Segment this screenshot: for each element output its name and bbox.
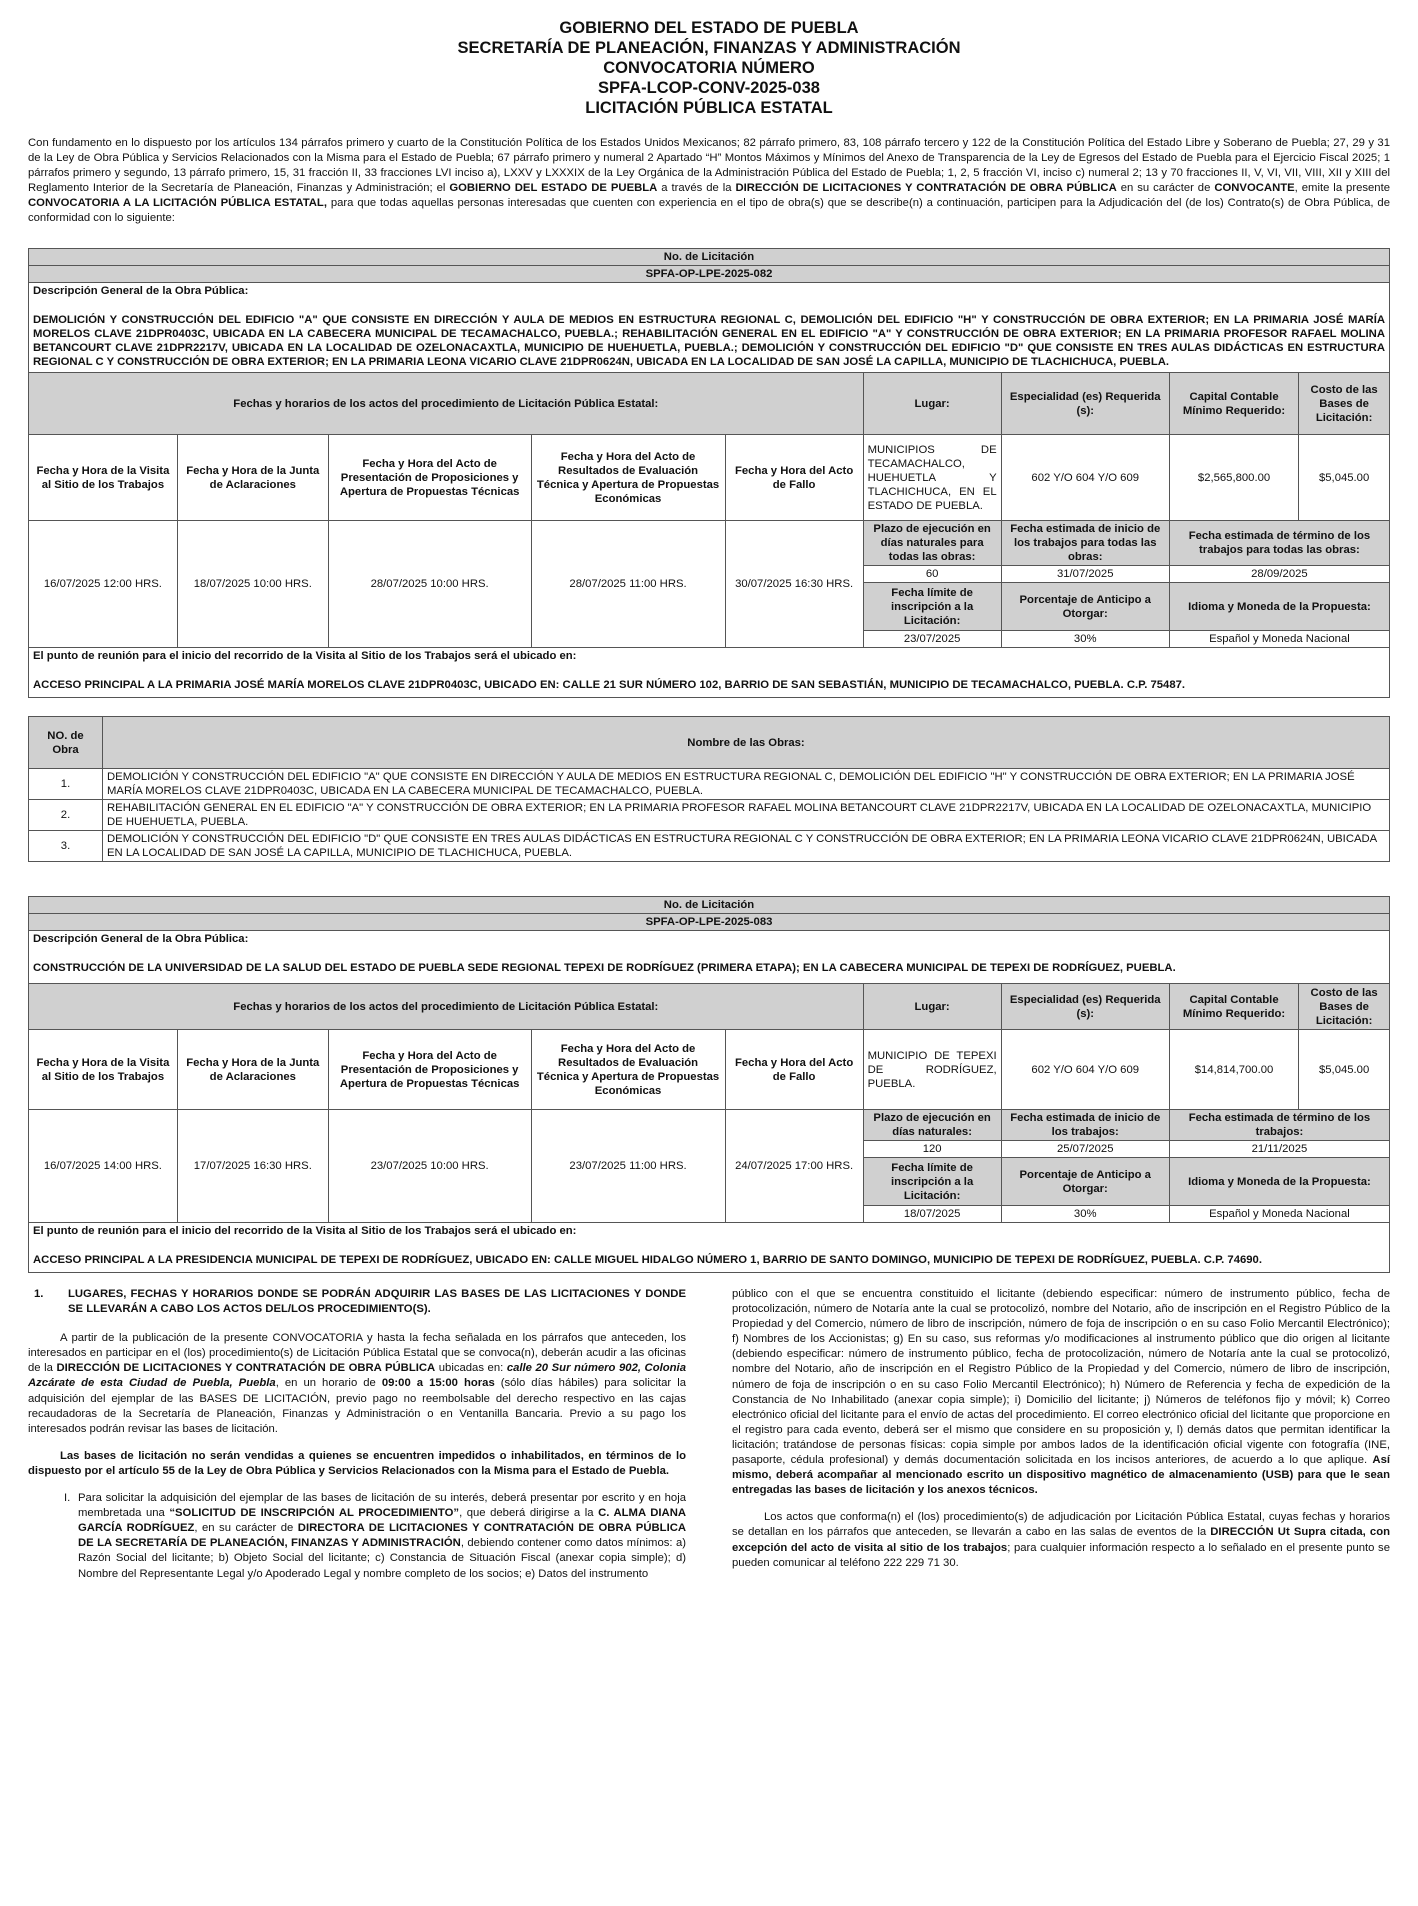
licitacion-number: SPFA-OP-LPE-2025-083 bbox=[29, 914, 1390, 931]
termino-label: Fecha estimada de término de los trabajos para todas las obras: bbox=[1169, 521, 1389, 566]
obra-number: 3. bbox=[29, 831, 103, 862]
obra-row bbox=[29, 769, 1390, 800]
capital-label: Capital Contable Mínimo Requerido: bbox=[1169, 984, 1298, 1030]
paragraph-text: ubicadas en: bbox=[435, 1362, 507, 1375]
limite-label: Fecha límite de inscripción a la Licitación: bbox=[863, 1158, 1001, 1206]
intro-bold: CONVOCANTE bbox=[1214, 182, 1295, 194]
plazo-value: 60 bbox=[863, 566, 1001, 583]
especialidad-value: 602 Y/O 604 Y/O 609 bbox=[1001, 435, 1169, 521]
intro-bold: DIRECCIÓN DE LICITACIONES Y CONTRATACIÓN DE OBRA PÚBLICA bbox=[735, 182, 1117, 194]
resultados-value: 23/07/2025 11:00 HRS. bbox=[531, 1110, 725, 1223]
intro-text: a través de la bbox=[657, 182, 736, 194]
fallo-value: 30/07/2025 16:30 HRS. bbox=[725, 521, 863, 648]
especialidad-label: Especialidad (es) Requerida (s): bbox=[1001, 984, 1169, 1030]
item-part: , en su carácter de bbox=[194, 1522, 298, 1535]
intro-text: para que todas aquellas personas interesadas que cuenten con experiencia en el tipo de obra(s) que se describe(n) a continuación, participen para la Adjudicación del (de los) Contrato(s) de Obra Pública, de conformidad con lo siguiente: bbox=[28, 197, 1390, 224]
descripcion-label: Descripción General de la Obra Pública: bbox=[29, 283, 1390, 300]
lugar-value: MUNICIPIO DE TEPEXI DE RODRÍGUEZ, PUEBLA. bbox=[863, 1030, 1001, 1110]
idioma-label: Idioma y Moneda de la Propuesta: bbox=[1169, 583, 1389, 631]
resultados-label: Fecha y Hora del Acto de Resultados de Evaluación Técnica y Apertura de Propuestas Económicas bbox=[531, 435, 725, 521]
costo-label: Costo de las Bases de Licitación: bbox=[1299, 984, 1390, 1030]
descripcion-text: CONSTRUCCIÓN DE LA UNIVERSIDAD DE LA SALUD DEL ESTADO DE PUEBLA SEDE REGIONAL TEPEXI DE RODRÍGUEZ (PRIMERA ETAPA); EN LA CABECERA MUNICIPAL DE TEPEXI DE RODRÍGUEZ, PUEBLA. bbox=[29, 947, 1390, 984]
section-paragraph bbox=[732, 1287, 1390, 1498]
plazo-value: 120 bbox=[863, 1141, 1001, 1158]
fallo-label: Fecha y Hora del Acto de Fallo bbox=[725, 435, 863, 521]
obra-name: DEMOLICIÓN Y CONSTRUCCIÓN DEL EDIFICIO "A" QUE CONSISTE EN DIRECCIÓN Y AULA DE MEDIOS EN ESTRUCTURA REGIONAL C, DEMOLICIÓN DEL EDIFICIO "H" Y CONSTRUCCIÓN DE OBRA EXTERIOR; EN LA PRIMARIA JOSÉ MARÍA MORELOS CLAVE 21DPR0403C, UBICADA EN LA CABECERA MUNICIPAL DE TECAMACHALCO, PUEBLA. bbox=[103, 769, 1390, 800]
inicio-value: 25/07/2025 bbox=[1001, 1141, 1169, 1158]
item-bold: “SOLICITUD DE INSCRIPCIÓN AL PROCEDIMIENTO” bbox=[169, 1507, 460, 1520]
fechas-actos-label: Fechas y horarios de los actos del procedimiento de Licitación Pública Estatal: bbox=[29, 373, 864, 435]
paragraph-text: Los actos que conforma(n) el (los) procedimiento(s) de adjudicación por Licitación Pública Estatal, cuyas fechas y horarios se detallan en los párrafos que anteceden, se llevarán a cabo en las salas de eventos de la bbox=[732, 1511, 1390, 1539]
presentacion-value: 28/07/2025 10:00 HRS. bbox=[328, 521, 531, 648]
idioma-value: Español y Moneda Nacional bbox=[1169, 631, 1389, 648]
fallo-value: 24/07/2025 17:00 HRS. bbox=[725, 1110, 863, 1223]
paragraph-text: A partir de la publicación de la presente CONVOCATORIA y hasta la fecha señalada en los párrafos que anteceden, los interesados en participar en el (los) procedimiento(s) de Licitación Pública Estatal que se convoca(n), deberán acudir a las oficinas de la bbox=[28, 1332, 686, 1375]
inicio-label: Fecha estimada de inicio de los trabajos: bbox=[1001, 1110, 1169, 1141]
section-1 bbox=[28, 1287, 1390, 1583]
section-notice: Las bases de licitación no serán vendidas a quienes se encuentren impedidos o inhabilitados, en términos de lo dispuesto por el artículo 55 de la Ley de Obra Pública y Servicios Relacionados con la Misma para el Estado de Puebla. bbox=[28, 1449, 686, 1477]
section-paragraph bbox=[28, 1331, 686, 1437]
paragraph-bold: 09:00 a 15:00 horas bbox=[381, 1377, 495, 1390]
item-bold: DIRECTORA DE LICITACIONES Y CONTRATACIÓN DE OBRA PÚBLICA DE LA SECRETARÍA DE PLANEACIÓN, FINANZAS Y ADMINISTRACIÓN bbox=[78, 1522, 687, 1550]
section-title: LUGARES, FECHAS Y HORARIOS DONDE SE PODRÁN ADQUIRIR LAS BASES DE LAS LICITACIONES Y DONDE SE LLEVARÁN A CABO LOS ACTOS DEL/LOS PROCEDIMIENTO(S). bbox=[68, 1288, 686, 1316]
item-number: I. bbox=[64, 1492, 71, 1505]
document-header bbox=[28, 18, 1390, 118]
costo-value: $5,045.00 bbox=[1299, 1030, 1390, 1110]
obras-table bbox=[28, 716, 1390, 862]
idioma-value: Español y Moneda Nacional bbox=[1169, 1206, 1389, 1223]
paragraph-bold: DIRECCIÓN Ut Supra citada, con excepción del acto de visita al sitio de los trabajos bbox=[732, 1526, 1390, 1554]
anticipo-label: Porcentaje de Anticipo a Otorgar: bbox=[1001, 1158, 1169, 1206]
plazo-label: Plazo de ejecución en días naturales: bbox=[863, 1110, 1001, 1141]
capital-value: $2,565,800.00 bbox=[1169, 435, 1298, 521]
visita-label: Fecha y Hora de la Visita al Sitio de los Trabajos bbox=[29, 435, 178, 521]
punto-reunion-value: ACCESO PRINCIPAL A LA PRESIDENCIA MUNICIPAL DE TEPEXI DE RODRÍGUEZ, UBICADO EN: CALLE MIGUEL HIDALGO NÚMERO 1, BARRIO DE SANTO DOMINGO, MUNICIPIO DE TEPEXI DE RODRÍGUEZ, PUEBLA. C.P. 74690. bbox=[29, 1239, 1390, 1273]
termino-label: Fecha estimada de término de los trabajos: bbox=[1169, 1110, 1389, 1141]
presentacion-label: Fecha y Hora del Acto de Presentación de Proposiciones y Apertura de Propuestas Técnicas bbox=[328, 435, 531, 521]
paragraph-bold-italic: calle 20 Sur número 902, Colonia Azcárate de esta Ciudad de Puebla, Puebla bbox=[28, 1362, 686, 1390]
anticipo-value: 30% bbox=[1001, 1206, 1169, 1223]
anticipo-label: Porcentaje de Anticipo a Otorgar: bbox=[1001, 583, 1169, 631]
especialidad-label: Especialidad (es) Requerida (s): bbox=[1001, 373, 1169, 435]
limite-value: 23/07/2025 bbox=[863, 631, 1001, 648]
inicio-value: 31/07/2025 bbox=[1001, 566, 1169, 583]
obra-number: 1. bbox=[29, 769, 103, 800]
punto-reunion-label: El punto de reunión para el inicio del recorrido de la Visita al Sitio de los Trabajos será el ubicado en: bbox=[29, 648, 1390, 665]
intro-bold: GOBIERNO DEL ESTADO DE PUEBLA bbox=[449, 182, 658, 194]
obra-number: 2. bbox=[29, 800, 103, 831]
visita-value: 16/07/2025 12:00 HRS. bbox=[29, 521, 178, 648]
licitacion-table-2 bbox=[28, 896, 1390, 1273]
junta-label: Fecha y Hora de la Junta de Aclaraciones bbox=[177, 435, 328, 521]
header-government: GOBIERNO DEL ESTADO DE PUEBLA bbox=[559, 19, 859, 37]
paragraph-text: , en un horario de bbox=[275, 1377, 382, 1390]
limite-label: Fecha límite de inscripción a la Licitación: bbox=[863, 583, 1001, 631]
fallo-label: Fecha y Hora del Acto de Fallo bbox=[725, 1030, 863, 1110]
paragraph-bold: Así mismo, deberá acompañar al mencionado escrito un dispositivo magnético de almacenamiento (USB) para que le sean entregadas las bases de licitación y los anexos técnicos. bbox=[732, 1454, 1390, 1497]
costo-value: $5,045.00 bbox=[1299, 435, 1390, 521]
intro-text: , emite la presente bbox=[1294, 182, 1390, 194]
limite-value: 18/07/2025 bbox=[863, 1206, 1001, 1223]
section-heading bbox=[28, 1287, 686, 1317]
anticipo-value: 30% bbox=[1001, 631, 1169, 648]
header-convocatoria-number: SPFA-LCOP-CONV-2025-038 bbox=[598, 79, 820, 97]
paragraph-text: (sólo días hábiles) para solicitar la adquisición del ejemplar de las BASES DE LICITACIÓN, previo pago no reembolsable del derecho respectivo en las cajas recaudadoras de la Secretaría de Planeación, Finanzas y Administración o en Ventanilla Bancaria. Previo a su pago los interesados podrán revisar las bases de licitación. bbox=[28, 1377, 686, 1435]
intro-paragraph bbox=[28, 136, 1390, 226]
obra-row bbox=[29, 800, 1390, 831]
header-licitacion-type: LICITACIÓN PÚBLICA ESTATAL bbox=[585, 99, 833, 117]
obra-row bbox=[29, 831, 1390, 862]
item-text bbox=[78, 1491, 686, 1582]
licitacion-number: SPFA-OP-LPE-2025-082 bbox=[29, 266, 1390, 283]
item-part: Para solicitar la adquisición del ejemplar de las bases de licitación de su interés, deberá presentar por escrito y en hoja membretada una bbox=[78, 1492, 686, 1520]
item-part: , debiendo contener como datos mínimos: a) Razón Social del licitante; b) Objeto Social del licitante; c) Constancia de Situación Fiscal (anexar copia simple); d) Nombre del Representante Legal y/o Apoderado Legal y nombre completo de los socios; e) Datos del instrumento bbox=[78, 1537, 686, 1580]
no-licitacion-label: No. de Licitación bbox=[29, 249, 1390, 266]
costo-label: Costo de las Bases de Licitación: bbox=[1299, 373, 1390, 435]
lugar-label: Lugar: bbox=[863, 984, 1001, 1030]
idioma-label: Idioma y Moneda de la Propuesta: bbox=[1169, 1158, 1389, 1206]
paragraph-text: público con el que se encuentra constituido el licitante (debiendo especificar: número de instrumento público, fecha de protocolización, número de Notaría ante la cual se protocolizó, nombre del Notario, año de inscripción en el Registro Público de la Propiedad y del Comercio, número de libro de inscripción, número de foja de inscripción o en su caso Folio Mercantil Electrónico); f) Nombres de los Accionistas; g) En su caso, sus reformas y/o modificaciones al instrumento público que dio origen al licitante (debiendo especificar: número de instrumento público, fecha de protocolización, número de Notaría ante la cual se protocolizó, nombre del Notario, año de inscripción en el Registro Público de la Propiedad y del Comercio, número de libro de inscripción, número de foja de inscripción o en su caso Folio Mercantil Electrónico); h) Número de Referencia y fecha de expedición de la Constancia de No Inhabilitado (anexar copia simple); i) Domicilio del licitante; j) Números de teléfonos fijo y móvil; k) Correo electrónico oficial del licitante para el envío de actas del procedimiento. El correo electrónico oficial del licitante que proporcione en el registro para cada evento, deberá ser el mismo que considere en su proposición y, l) demás datos que permitan identificar la licitación; tratándose de personas físicas: copia simple por ambos lados de la identificación oficial vigente con fotografía (INE, pasaporte, cédula profesional) y demás documentación solicitada en los incisos anteriores, de acuerdo a lo que aplique. bbox=[732, 1288, 1390, 1467]
header-convocatoria-label: CONVOCATORIA NÚMERO bbox=[603, 59, 815, 77]
plazo-label: Plazo de ejecución en días naturales para todas las obras: bbox=[863, 521, 1001, 566]
section-number: 1. bbox=[34, 1288, 44, 1300]
intro-text: en su carácter de bbox=[1116, 182, 1215, 194]
especialidad-value: 602 Y/O 604 Y/O 609 bbox=[1001, 1030, 1169, 1110]
termino-value: 28/09/2025 bbox=[1169, 566, 1389, 583]
right-column bbox=[714, 1287, 1390, 1583]
no-licitacion-label: No. de Licitación bbox=[29, 897, 1390, 914]
junta-label: Fecha y Hora de la Junta de Aclaraciones bbox=[177, 1030, 328, 1110]
visita-label: Fecha y Hora de la Visita al Sitio de los Trabajos bbox=[29, 1030, 178, 1110]
visita-value: 16/07/2025 14:00 HRS. bbox=[29, 1110, 178, 1223]
resultados-value: 28/07/2025 11:00 HRS. bbox=[531, 521, 725, 648]
paragraph-bold: DIRECCIÓN DE LICITACIONES Y CONTRATACIÓN DE OBRA PÚBLICA bbox=[56, 1362, 436, 1375]
punto-reunion-label: El punto de reunión para el inicio del recorrido de la Visita al Sitio de los Trabajos será el ubicado en: bbox=[29, 1223, 1390, 1240]
item-part: , que deberá dirigirse a la bbox=[459, 1507, 599, 1520]
no-obra-label: NO. de Obra bbox=[29, 717, 103, 769]
capital-value: $14,814,700.00 bbox=[1169, 1030, 1298, 1110]
lugar-label: Lugar: bbox=[863, 373, 1001, 435]
nombre-obras-label: Nombre de las Obras: bbox=[103, 717, 1390, 769]
junta-value: 18/07/2025 10:00 HRS. bbox=[177, 521, 328, 648]
section-paragraph bbox=[732, 1510, 1390, 1570]
punto-reunion-value: ACCESO PRINCIPAL A LA PRIMARIA JOSÉ MARÍA MORELOS CLAVE 21DPR0403C, UBICADO EN: CALLE 21 SUR NÚMERO 102, BARRIO DE SAN SEBASTIÁN, MUNICIPIO DE TECAMACHALCO, PUEBLA. C.P. 75487. bbox=[29, 664, 1390, 698]
section-item-i bbox=[28, 1491, 686, 1582]
fechas-actos-label: Fechas y horarios de los actos del procedimiento de Licitación Pública Estatal: bbox=[29, 984, 864, 1030]
intro-bold: CONVOCATORIA A LA LICITACIÓN PÚBLICA ESTATAL, bbox=[28, 197, 327, 209]
presentacion-value: 23/07/2025 10:00 HRS. bbox=[328, 1110, 531, 1223]
termino-value: 21/11/2025 bbox=[1169, 1141, 1389, 1158]
licitacion-table-1 bbox=[28, 248, 1390, 698]
intro-text: Con fundamento en lo dispuesto por los artículos 134 párrafos primero y cuarto de la Constitución Política de los Estados Unidos Mexicanos; 82 párrafo primero, 83, 108 párrafo tercero y 122 de la Constitución Política del Estado Libre y Soberano de Puebla; 27, 29 y 31 de la Ley de Obra Pública y Servicios Relacionados con la Misma para el Estado de Puebla; 67 párrafo primero y numeral 2 Apartado “H” Montos Máximos y Mínimos del Anexo de Transparencia de la Ley de Egresos del Estado de Puebla para el Ejercicio Fiscal 2025; 1 párrafos primero y segundo, 13 párrafo primero, 15, 31 fracción II, 33 fracciones LVI inciso a), LXXV y LXXXIX de la Ley Orgánica de la Administración Pública del Estado de Puebla; 1, 2, 5 fracción VI, inciso c) numeral 2; 13 y 70 fracciones II, V, VI, VII, VIII, XII y XIII del Reglamento Interior de la Secretaría de Planeación, Finanzas y Administración; el bbox=[28, 137, 1390, 194]
paragraph-text: ; para cualquier información respecto a lo señalado en el presente punto se pueden comunicar al teléfono 222 229 71 30. bbox=[732, 1541, 1390, 1569]
left-column bbox=[28, 1287, 686, 1583]
obra-name: REHABILITACIÓN GENERAL EN EL EDIFICIO "A" Y CONSTRUCCIÓN DE OBRA EXTERIOR; EN LA PRIMARIA PROFESOR RAFAEL MOLINA BETANCOURT CLAVE 21DPR2217V, UBICADA EN LA LOCALIDAD DE OZELONACAXTLA, MUNICIPIO DE HUEHUETLA, PUEBLA. bbox=[103, 800, 1390, 831]
inicio-label: Fecha estimada de inicio de los trabajos para todas las obras: bbox=[1001, 521, 1169, 566]
header-secretariat: SECRETARÍA DE PLANEACIÓN, FINANZAS Y ADMINISTRACIÓN bbox=[457, 39, 961, 57]
presentacion-label: Fecha y Hora del Acto de Presentación de Proposiciones y Apertura de Propuestas Técnicas bbox=[328, 1030, 531, 1110]
capital-label: Capital Contable Mínimo Requerido: bbox=[1169, 373, 1298, 435]
descripcion-label: Descripción General de la Obra Pública: bbox=[29, 931, 1390, 948]
resultados-label: Fecha y Hora del Acto de Resultados de Evaluación Técnica y Apertura de Propuestas Económicas bbox=[531, 1030, 725, 1110]
descripcion-text: DEMOLICIÓN Y CONSTRUCCIÓN DEL EDIFICIO "A" QUE CONSISTE EN DIRECCIÓN Y AULA DE MEDIOS EN ESTRUCTURA REGIONAL C, DEMOLICIÓN DEL EDIFICIO "H" Y CONSTRUCCIÓN DE OBRA EXTERIOR; EN LA PRIMARIA JOSÉ MARÍA MORELOS CLAVE 21DPR0403C, UBICADA EN LA CABECERA MUNICIPAL DE TECAMACHALCO, PUEBLA.; REHABILITACIÓN GENERAL EN EL EDIFICIO "A" Y CONSTRUCCIÓN DE OBRA EXTERIOR; EN LA PRIMARIA PROFESOR RAFAEL MOLINA BETANCOURT CLAVE 21DPR2217V, UBICADA EN LA LOCALIDAD DE OZELONACAXTLA, MUNICIPIO DE HUEHUETLA, PUEBLA.; DEMOLICIÓN Y CONSTRUCCIÓN DEL EDIFICIO "D" QUE CONSISTE EN TRES AULAS DIDÁCTICAS EN ESTRUCTURA REGIONAL C Y CONSTRUCCIÓN DE OBRA EXTERIOR; EN LA PRIMARIA LEONA VICARIO CLAVE 21DPR0624N, UBICADA EN LA LOCALIDAD DE SAN JOSÉ LA CAPILLA, MUNICIPIO DE TLACHICHUCA, PUEBLA. bbox=[29, 299, 1390, 373]
item-bold: C. ALMA DIANA GARCÍA RODRÍGUEZ bbox=[78, 1507, 687, 1535]
junta-value: 17/07/2025 16:30 HRS. bbox=[177, 1110, 328, 1223]
lugar-value: MUNICIPIOS DE TECAMACHALCO, HUEHUETLA Y TLACHICHUCA, EN EL ESTADO DE PUEBLA. bbox=[863, 435, 1001, 521]
obra-name: DEMOLICIÓN Y CONSTRUCCIÓN DEL EDIFICIO "D" QUE CONSISTE EN TRES AULAS DIDÁCTICAS EN ESTRUCTURA REGIONAL C Y CONSTRUCCIÓN DE OBRA EXTERIOR; EN LA PRIMARIA LEONA VICARIO CLAVE 21DPR0624N, UBICADA EN LA LOCALIDAD DE SAN JOSÉ LA CAPILLA, MUNICIPIO DE TLACHICHUCA, PUEBLA. bbox=[103, 831, 1390, 862]
